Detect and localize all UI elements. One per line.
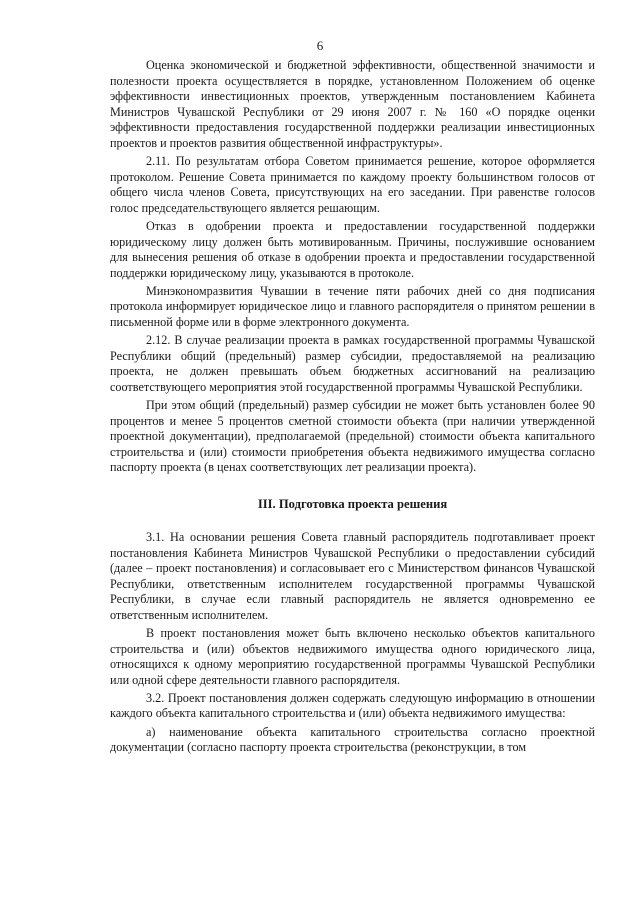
paragraph-notification: Минэкономразвития Чувашии в течение пяти рабочих дней со дня подписания протокола информирует юридическое лицо и главного распорядителя о принятом решении в письменной форме или в форме электронного документа. <box>110 283 595 329</box>
document-body <box>110 58 595 758</box>
paragraph-subsidy-limits: При этом общий (предельный) размер субсидии не может быть установлен более 90 процентов и менее 5 процентов сметной стоимости объекта (при наличии утвержденной проектной документации), предполагаемой (предельной) стоимости объекта капитального строительства и (или) стоимости приобретения объекта недвижимого имущества согласно паспорту проекта (в ценах соответствующих лет реализации проекта). <box>110 397 595 475</box>
paragraph-3-2: 3.2. Проект постановления должен содержать следующую информацию в отношении каждого объекта капитального строительства и (или) объекта недвижимого имущества: <box>110 690 595 721</box>
paragraph-multiple-objects: В проект постановления может быть включено несколько объектов капитального строительства и (или) объектов недвижимого имущества одного юридического лица, относящихся к одному мероприятию государственной программы Чувашской Республики или одной сфере деятельности главного распорядителя. <box>110 626 595 687</box>
page-number: 6 <box>316 38 324 53</box>
paragraph-2-12: 2.12. В случае реализации проекта в рамках государственной программы Чувашской Республики общий (предельный) размер субсидии, предоставляемой на реализацию проекта, не должен превышать объем бюджетных ассигнований на реализацию соответствующего мероприятия этой государственной программы Чувашской Республики. <box>110 333 595 394</box>
paragraph-refusal-reasons: Отказ в одобрении проекта и предоставлении государственной поддержки юридическому лицу должен быть мотивированным. Причины, послужившие основанием для вынесения решения об отказе в одобрении проекта и предоставлении государственной поддержки юридическому лицу, указываются в протоколе. <box>110 218 595 280</box>
paragraph-2-11: 2.11. По результатам отбора Советом принимается решение, которое оформляется протоколом. Решение Совета принимается по каждому проекту большинством голосов от общего числа членов Совета, присутствующих на его заседании. При равенстве голосов голос председательствующего является решающим. <box>110 154 595 215</box>
section-heading: III. Подготовка проекта решения <box>257 496 448 511</box>
paragraph-3-1: 3.1. На основании решения Совета главный распорядитель подготавливает проект постановления Кабинета Министров Чувашской Республики о предоставлении субсидий (далее – проект постановления) и согласовывает его с Министерством финансов Чувашской Республики, ответственным исполнителем государственной программы Чувашской Республики, в случае если главный распорядитель не является одновременно ее ответственным исполнителем. <box>110 529 595 622</box>
paragraph-item-a: а) наименование объекта капитального строительства согласно проектной документации (согласно паспорту проекта строительства (реконструкции, в том <box>110 724 595 755</box>
paragraph-efficiency-assessment: Оценка экономической и бюджетной эффективности, общественной значимости и полезности проекта осуществляется в порядке, установленном Положением об оценке эффективности инвестиционных проектов, утвержденным постановлением Кабинета Министров Чувашской Республики от 29 июня 2007 г. № 160 «О порядке оценки эффективности предоставления государственной поддержки реализации инвестиционных проектов и проектов развития общественной инфраструктуры». <box>110 58 595 150</box>
